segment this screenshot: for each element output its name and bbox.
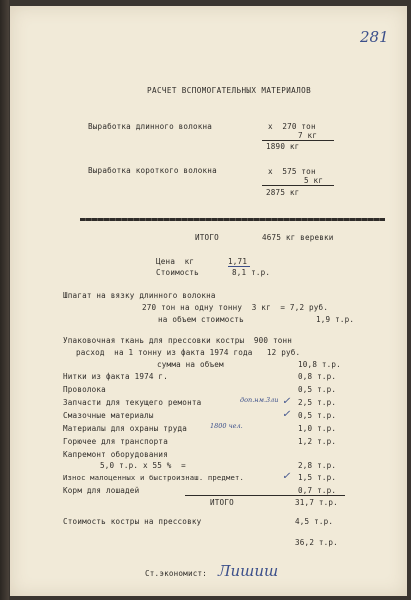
item-label: Запчасти для текущего ремонта — [63, 398, 202, 407]
binder-strip — [0, 0, 9, 600]
item-value: 1,0 т.р. — [298, 424, 337, 433]
calc-line — [262, 140, 334, 141]
cost-label: Стоимость — [156, 268, 199, 277]
handwritten-note: 1800 чел. — [210, 422, 243, 430]
item-label: Смазочные материалы — [63, 411, 154, 420]
total-label: ИТОГО — [195, 233, 219, 242]
shive-label: Стоимость костры на прессовку — [63, 517, 202, 526]
twine-line-3: на объем стоимость — [158, 315, 244, 324]
check-mark: ✓ — [282, 409, 291, 420]
feed-label: Корм для лошадей — [63, 486, 140, 495]
total2-value: 31,7 т.р. — [295, 498, 338, 507]
item-value: 0,8 т.р. — [298, 372, 337, 381]
item-value: 0,5 т.р. — [298, 411, 337, 420]
item-label: Нитки из факта 1974 г. — [63, 372, 168, 381]
long-fiber-label: Выработка длинного волокна — [88, 122, 213, 131]
page-number-handwritten: 281 — [360, 28, 389, 46]
total2-label: ИТОГО — [210, 498, 234, 507]
long-fiber-result: 1890 кг — [266, 142, 300, 151]
item-label: Горючее для транспорта — [63, 437, 168, 446]
long-fiber-multiplier: 7 кг — [298, 131, 318, 140]
cost-value: 8,1 т.р. — [232, 268, 271, 277]
check-mark: ✓ — [282, 471, 291, 482]
long-fiber-multiplicand: х 270 тон — [268, 122, 316, 131]
fabric-line-2: расход на 1 тонну из факта 1974 года 12 руб. — [76, 348, 301, 357]
short-fiber-multiplier: 5 кг — [304, 176, 324, 185]
price-value: 1,71 — [228, 257, 248, 266]
document-title: РАСЧЕТ ВСПОМОГАТЕЛЬНЫХ МАТЕРИАЛОВ — [147, 86, 312, 95]
item-label: Проволока — [63, 385, 106, 394]
fabric-line-1: Упаковочная ткань для прессовки костры 900 тонн — [63, 336, 293, 345]
signature-label: Ст.экономист: — [145, 569, 208, 578]
capital-repair-calc: 5,0 т.р. х 55 % = — [100, 461, 186, 470]
wear-label: Износ малоценных и быстроизнаш. предмет. — [63, 473, 245, 482]
item-value: 0,5 т.р. — [298, 385, 337, 394]
short-fiber-multiplicand: х 575 тон — [268, 167, 316, 176]
shive-value: 4,5 т.р. — [295, 517, 334, 526]
signature: Лишиш — [218, 562, 279, 580]
item-value: 1,2 т.р. — [298, 437, 337, 446]
handwritten-note: доп.нм.3ли — [240, 396, 279, 404]
twine-line-1: Шпагат на вязку длинного волокна — [63, 291, 216, 300]
item-value: 2,5 т.р. — [298, 398, 337, 407]
total-value: 4675 кг веревки — [262, 233, 334, 242]
twine-cost: 1,9 т.р. — [316, 315, 355, 324]
grand-total: 36,2 т.р. — [295, 538, 338, 547]
struck-through-line — [80, 218, 385, 221]
twine-line-2: 270 тон на одну тонну 3 кг = 7,2 руб. — [142, 303, 329, 312]
check-mark: ✓ — [282, 396, 291, 407]
fabric-line-3: сумма на объем — [157, 360, 224, 369]
document-page — [10, 6, 407, 596]
short-fiber-result: 2875 кг — [266, 188, 300, 197]
item-label: Материалы для охраны труда — [63, 424, 188, 433]
item-label: Капремонт оборудования — [63, 450, 168, 459]
fabric-cost: 10,8 т.р. — [298, 360, 341, 369]
wear-value: 1,5 т.р. — [298, 473, 337, 482]
handwritten-underline — [228, 266, 250, 267]
short-fiber-label: Выработка короткого волокна — [88, 166, 217, 175]
price-label: Цена кг — [156, 257, 195, 266]
calc-line — [262, 185, 334, 186]
capital-repair-value: 2,8 т.р. — [298, 461, 337, 470]
feed-value: 0,7 т.р. — [298, 486, 337, 495]
sum-line — [185, 495, 345, 496]
